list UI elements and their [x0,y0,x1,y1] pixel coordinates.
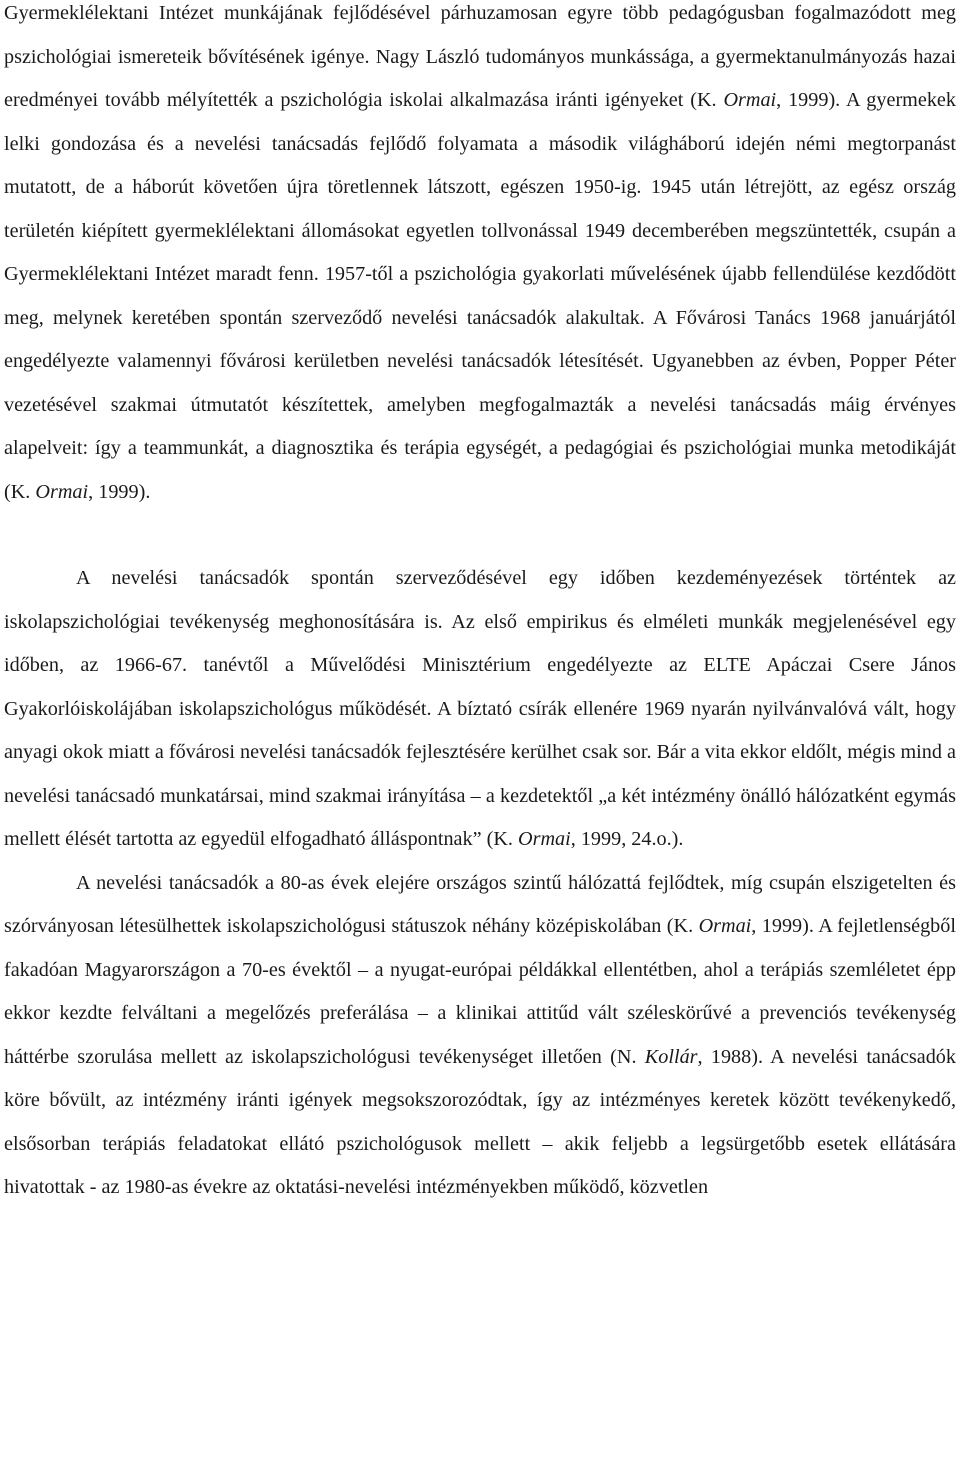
text-run: , 1999). A gyermekek lelki gondozása és a nevelési tanácsadás fejlődő folyamata a második világháború idején némi megtorpanást mutatott, de a háborút követően újra töretlennek látszott, egészen 1950-ig. 1945 után létrejött, az egész ország területén kiépített gyermeklélektani állomásokat egyetlen tollvonással 1949 decemberében megszüntették, csupán a Gyermeklélektani Intézet maradt fenn. 1957-től a pszichológia gyakorlati művelésének újabb fellendülése kezdődött meg, melynek keretében spontán szerveződő nevelési tanácsadók alakultak. A Fővárosi Tanács 1968 januárjától engedélyezte valamennyi fővárosi kerületben nevelési tanácsadók létesítését. Ugyanebben az évben, Popper Péter vezetésével szakmai útmutatót készítettek, amelyben megfogalmazták a nevelési tanácsadás máig érvényes alapelveit: így a teammunkát, a diagnosztika és terápia egységét, a pedagógiai és pszichológiai munka metodikáját (K. [4,89,956,503]
text-run: , 1988). A nevelési tanácsadók köre bővült, az intézmény iránti igények megsokszorozódtak, így az intézményes keretek között tevékenykedő, elsősorban terápiás feladatokat ellátó pszichológusok mellett – akik feljebb a legsürgetőbb esetek ellátására hivatottak - az 1980-as évekre az oktatási-nevelési intézményekben működő, közvetlen [4,1045,956,1198]
text-run: A nevelési tanácsadók spontán szerveződésével egy időben kezdeményezések történtek az iskolapszichológiai tevékenység meghonosítására is. Az első empirikus és elméleti munkák megjelenésével egy időben, az 1966-67. tanévtől a Művelődési Minisztérium engedélyezte az ELTE Apáczai Csere János Gyakorlóiskolájában iskolapszichológus működését. A bíztató csírák ellenére 1969 nyarán nyilvánvalóvá vált, hogy anyagi okok miatt a fővárosi nevelési tanácsadók fejlesztésére kerülhet csak sor. Bár a vita ekkor eldőlt, mégis mind a nevelési tanácsadó munkatársai, mind szakmai irányítása – a kezdetektől „a két intézmény önálló hálózatként egymás mellett élését tartotta az egyedül elfogadható álláspontnak” (K. [4,567,956,850]
text-run: A nevelési tanácsadók a 80-as évek elejére országos szintű hálózattá fejlődtek, míg csupán elszigetelten és szórványosan létesülhettek iskolapszichológusi státuszok néhány középiskolában (K. [4,871,956,937]
text-run: Gyermeklélektani Intézet munkájának fejlődésével párhuzamosan egyre több pedagógusban fogalmazódott meg pszichológiai ismereteik bővítésének igénye. Nagy László tudományos munkássága, a gyermektanulmányozás hazai eredményei tovább mélyítették a pszichológia iskolai alkalmazása iránti igényeket (K. [4,2,956,111]
paragraph-2 [4,557,956,862]
italic-author-name: Ormai [518,828,571,850]
text-run: , 1999). A fejletlenségből fakadóan Magyarországon a 70-es évektől – a nyugat-európai példákkal ellentétben, ahol a terápiás szemléletet épp ekkor kezdte felváltani a megelőzés preferálása – a klinikai attitűd vált széleskörűvé a prevenciós tevékenység háttérbe szorulása mellett az iskolapszichológusi tevékenységet illetően (N. [4,915,956,1068]
text-run: , 1999, 24.o.). [570,828,684,850]
paragraph-1 [4,0,956,514]
italic-author-name: Kollár [644,1045,698,1068]
italic-author-name: Ormai [723,89,777,111]
italic-author-name: Ormai [698,915,752,937]
paragraph-3 [4,862,956,1210]
text-run: , 1999). [88,480,151,503]
italic-author-name: Ormai [35,480,89,503]
